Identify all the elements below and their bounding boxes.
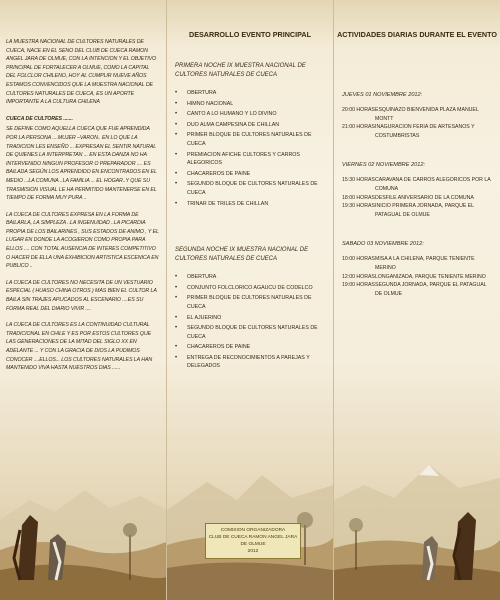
schedule-activity: INAGURACION FERIA DE ARTESANOS Y COSTUMBRISTAS bbox=[375, 124, 475, 139]
organizing-committee-box bbox=[205, 523, 301, 559]
night1-item: • PREMIACION AFICHE CULTORES Y CARROS ALEGORICOS bbox=[175, 151, 325, 168]
night1-item: • CHACAREROS DE PAINE bbox=[175, 170, 325, 179]
committee-line1: COMISION ORGANIZADORA bbox=[220, 528, 286, 533]
schedule-activity: CARAVANA DE CARROS ALEGORICOS POR LA COMUNA bbox=[375, 177, 491, 192]
night1-item: • PRIMER BLOQUE DE CULTORES NATURALES DE CUECA bbox=[175, 131, 325, 148]
night1-item: • HIMNO NACIONAL bbox=[175, 100, 325, 109]
night1-item: • SEGUNDO BLOQUE DE CULTORES NATURALES DE CUECA bbox=[175, 180, 325, 197]
schedule-activity: DESFILE ANIVERSARIO DE LA COMUNA bbox=[375, 194, 474, 201]
intro-text-block bbox=[6, 38, 160, 381]
attire-paragraph: LA CUECA DE CULTORES NO NECESITA DE UN VESTUARIO ESPECIAL ( HUASO CHINA OTROS ) MAS BIEN EL CULTOR LA BAILA SIN TRAJES APLICADOS AL ESCENARIO ....ES SU FORMA REAL DEL DIARIO VIVIR .... bbox=[6, 279, 157, 312]
panel-main-event bbox=[167, 0, 333, 600]
schedule-row bbox=[342, 106, 494, 123]
schedule-time: 10:00 HORAS bbox=[342, 256, 375, 263]
event-program bbox=[175, 62, 325, 373]
night1-item: • DUO ALMA CAMPESINA DE CHILLAN bbox=[175, 121, 325, 130]
night2-item: • ENTREGA DE RECONOCIMIENTOS A PAREJAS Y DELEGADOS bbox=[175, 354, 325, 371]
night2-item: • CHACAREROS DE PAINE bbox=[175, 343, 325, 352]
daily-activities-title: ACTIVIDADES DIARIAS DURANTE EL EVENTO bbox=[337, 30, 497, 39]
schedule-row bbox=[342, 281, 494, 298]
expression-paragraph: LA CUECA DE CULTORES EXPRESA EN LA FORMA DE BAILARLA, LA SIMPLEZA ..LA INGENUIDAD ..LA PICARDIA PROPIA DE LOS BAILARINES , SUS ESTADOS DE ANIMO , Y EL LUGAR EN DONDE LA ACOGIERON COMO PROPIA PARA ELLOS .... CON TOTAL AUSENCIA DE INTERES COMPETITIVO O HACER DE ELLA UNA EXHIBICION ARTISTICA ESCENICA EN PUBLICO .. bbox=[6, 211, 159, 270]
definition-paragraph: SE DEFINE COMO AQUELLA CUECA QUE FUE APRENDIDA POR LA PERSONA ....MUJER –VARON.. EN LO QUE LA TRADICION LES ENSEÑO ... EXPRESAN EL SENTIR NATURAL DE QUIENES LA INTERPRETAN ... EN ESTA DANZA NO HA INTERVENIDO NINGUN PROFESOR O PREPARADOR .... ES BAILADA SEGÚN LOS APRENDIDO EN ENCONTRADOS EN EL MEDIO ...LA COMUNA ..LA FAMILIA ... EL HOGAR..Y QUE SU TRASMISION VISUAL LE HA PERMITIDO MANTENERSE EN EL TIEMPO DE FORMA MUY PURA .. bbox=[6, 126, 157, 202]
schedule-activity: ESQUINAZO BIENVENIDA PLAZA MANUEL MONTT bbox=[375, 107, 479, 122]
schedule-time: 12:00 HORAS bbox=[342, 273, 375, 280]
landscape-horse-illustration bbox=[0, 430, 166, 600]
night2-item: • OBERTURA bbox=[175, 273, 325, 282]
mountain-horse-illustration bbox=[334, 430, 500, 600]
intro-paragraph: LA MUESTRA NACIONAL DE CULTORES NATURALES DE CUECA, NACE EN EL SENO DEL CLUB DE CUECA RAMON ANGEL JARA DE OLMUE, CON LA INTENCION Y EL OBJETIVO PRINCIPAL DE FORTALECER A OLMUE, COMO LA CAPITAL DEL FOLCLOR CHILENO, HOY AL CUMPLIR NUEVE AÑOS ESTAMOS CONVENCIDOS QUE LA MUESTRA NACIONAL DE CULTORES NATURALES DE CUECA, ES UN APORTE IMPORTANTE A LA CULTURA CHILENA bbox=[6, 39, 157, 106]
schedule-time: 18:00 HORAS bbox=[342, 194, 375, 201]
schedule-row bbox=[342, 176, 494, 193]
schedule-time: 19:00 HORAS bbox=[342, 282, 375, 289]
schedule-row bbox=[342, 273, 494, 282]
day-date: JUEVES 01 NOVIEMBRE 2012: bbox=[342, 92, 423, 98]
panel-intro bbox=[0, 0, 166, 600]
day-date: SABADO 03 NOVIEMBRE 2012: bbox=[342, 241, 424, 248]
continuity-paragraph: LA CUECA DE CULTORES ES LA CONTINUIDAD CULTURAL TRADICIONAL EN CHILE Y ES POR ESTOS CULTORES QUE LAS GENERACIONES DE LA MITAD DEL SIGLO XX EN ADELANTE ... Y CON LA GRACIA DE DIOS LA PUDIMOS CONOCER ....ELLOS... LOS CULTORES NATURALES LA HAN MANTENIDO VIVA HASTA NUESTROS DIAS ...... bbox=[6, 322, 153, 372]
night1-item: • CANTO A LO HUMANO Y LO DIVINO bbox=[175, 110, 325, 119]
day-block bbox=[342, 92, 494, 140]
committee-year: 2012 bbox=[247, 549, 259, 554]
night2-item: • SEGUNDO BLOQUE DE CULTORES NATURALES DE CUECA bbox=[175, 324, 325, 341]
schedule-time: 15:30 HORAS bbox=[342, 177, 375, 184]
night2-program-list bbox=[175, 273, 325, 371]
main-event-title: DESARROLLO EVENTO PRINCIPAL bbox=[189, 30, 311, 39]
night2-item: • CONJUNTO FOLCLORICO AGAUCU DE CODELCO bbox=[175, 284, 325, 293]
schedule-row bbox=[342, 194, 494, 203]
night2-item: • EL AJUERINO bbox=[175, 314, 325, 323]
cueca-heading: CUECA DE CULTORES ....... bbox=[6, 115, 73, 122]
schedule-activity: LONGANIZADA, PARQUE TENIENTE MERINO bbox=[375, 273, 486, 280]
schedule-row bbox=[342, 255, 494, 272]
night1-program-list bbox=[175, 89, 325, 208]
night1-item: • TRINAR DE TRILES DE CHILLAN bbox=[175, 200, 325, 209]
night1-title: PRIMERA NOCHE IX MUESTRA NACIONAL DE CULTORES NATURALES DE CUECA bbox=[175, 63, 306, 78]
daily-schedule bbox=[342, 92, 494, 320]
day-date: VIERNES 02 NOVIEMBRE 2012: bbox=[342, 162, 426, 169]
schedule-activity: SEGUNDA JORNADA, PARQUE EL PATAGUAL DE OLMUE bbox=[375, 282, 487, 297]
schedule-time: 20:00 HORAS bbox=[342, 107, 375, 113]
schedule-time: 21:00 HORAS bbox=[342, 124, 375, 131]
panel-daily-activities bbox=[334, 0, 500, 600]
day-block bbox=[342, 241, 494, 298]
schedule-activity: INICIO PRIMERA JORNADA, PARQUE EL PATAGUAL DE OLMUE bbox=[375, 203, 474, 218]
schedule-activity: MISA A LA CHILENA, PARQUE TENIENTE MERINO bbox=[375, 256, 475, 271]
schedule-row bbox=[342, 202, 494, 219]
mountain-landscape-illustration bbox=[167, 430, 333, 600]
committee-line2: CLUB DE CUECA RAMON ANGEL JARA DE OLMUE bbox=[208, 535, 298, 547]
night2-title: SEGUNDA NOCHE IX MUESTRA NACIONAL DE CULTORES NATURALES DE CUECA bbox=[175, 247, 309, 263]
schedule-row bbox=[342, 123, 494, 140]
schedule-time: 19:30 HORAS bbox=[342, 203, 375, 210]
day-block bbox=[342, 162, 494, 219]
night2-item: • PRIMER BLOQUE DE CULTORES NATURALES DE CUECA bbox=[175, 294, 325, 311]
night1-item: • OBERTURA bbox=[175, 89, 325, 98]
